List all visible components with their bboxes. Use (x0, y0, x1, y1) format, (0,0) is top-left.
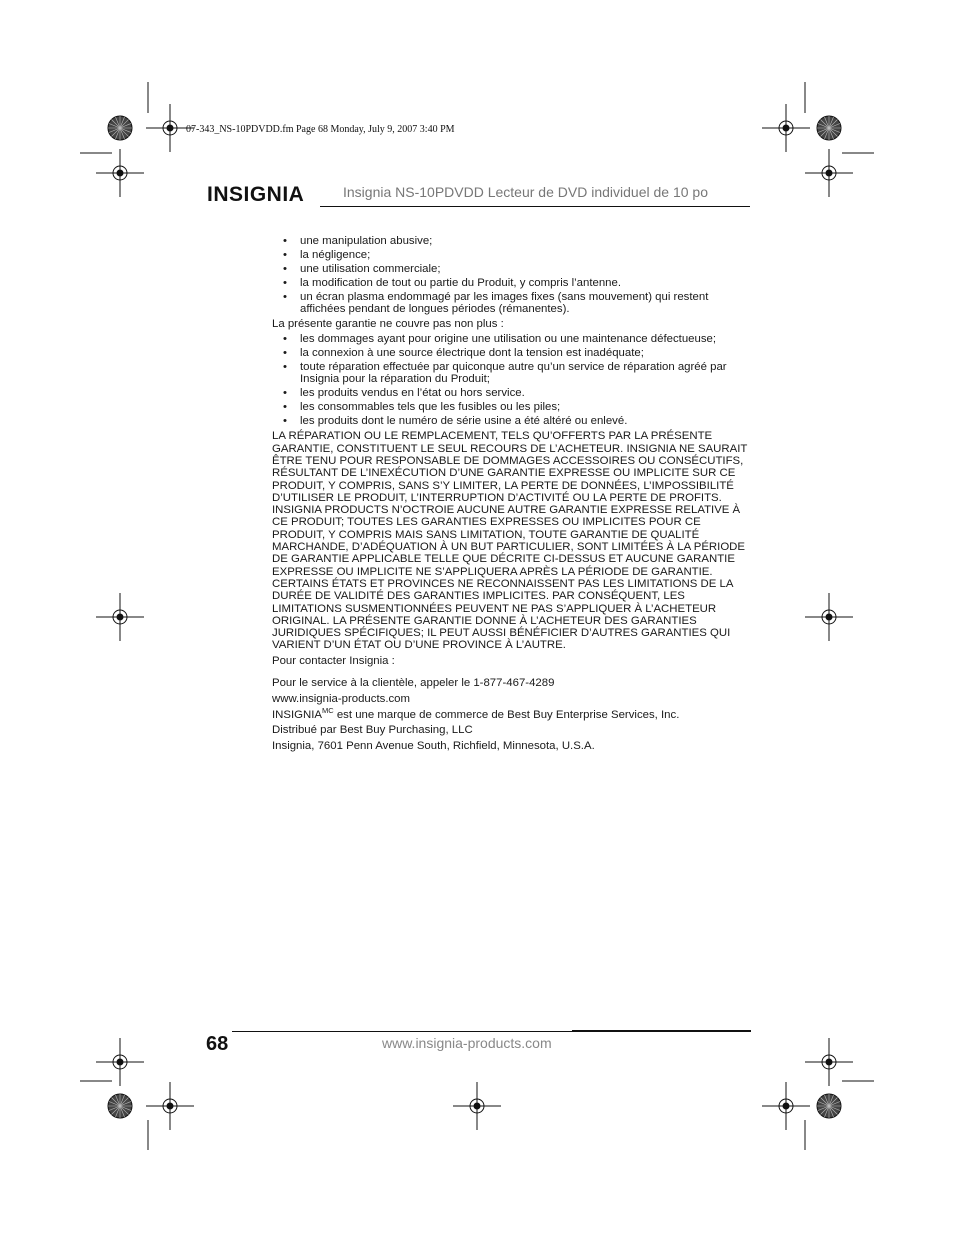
exclusions-list-2 (272, 333, 750, 428)
list-item: • la modification de tout ou partie du Produit, y compris l’antenne. (272, 277, 750, 289)
list-item: • un écran plasma endommagé par les images fixes (sans mouvement) qui restent affichées pendant de longues périodes (rémanentes). (272, 291, 750, 316)
trademark-text: est une marque de commerce de Best Buy Enterprise Services, Inc. (333, 708, 680, 721)
list-item: • les produits dont le numéro de série usine a été altéré ou enlevé. (272, 415, 750, 427)
print-slug: 07-343_NS-10PDVDD.fm Page 68 Monday, July 9, 2007 3:40 PM (186, 124, 455, 135)
list-item: • la connexion à une source électrique dont la tension est inadéquate; (272, 347, 750, 359)
warranty-limitation-paragraph: LA RÉPARATION OU LE REMPLACEMENT, TELS QU’OFFERTS PAR LA PRÉSENTE GARANTIE, CONSTITUENT LE SEUL RECOURS DE L’ACHETEUR. INSIGNIA NE SAURAIT ÊTRE TENU POUR RESPONSABLE DE DOMMAGES ACCESSOIRES OU CONSÉCUTIFS, RÉSULTANT DE L’INEXÉCUTION D’UNE GARANTIE EXPRESSE OU IMPLICITE SUR CE PRODUIT, Y COMPRIS, SANS S’Y LIMITER, LA PERTE DE DONNÉES, L’IMPOSSIBILITÉ D’UTILISER LE PRODUIT, L’INTERRUPTION D’ACTIVITÉ OU LA PERTE DE PROFITS. INSIGNIA PRODUCTS N’OCTROIE AUCUNE AUTRE GARANTIE EXPRESSE RELATIVE À CE PRODUIT; TOUTES LES GARANTIES EXPRESSES OU IMPLICITES POUR CE PRODUIT, Y COMPRIS MAIS SANS LIMITATION, TOUTE GARANTIE DE QUALITÉ MARCHANDE, D’ADÉQUATION À UN BUT PARTICULIER, SONT LIMITÉES À LA PÉRIODE DE GARANTIE APPLICABLE TELLE QUE DÉCRITE CI-DESSUS ET AUCUNE GARANTIE EXPRESSE OU IMPLICITE NE S’APPLIQUERA APRÈS LA PÉRIODE DE GARANTIE. CERTAINS ÉTATS ET PROVINCES NE RECONNAISSENT PAS LES LIMITATIONS DE LA DURÉE DE VALIDITÉ DES GARANTIES IMPLICITES. PAR CONSÉQUENT, LES LIMITATIONS SUSMENTIONNÉES PEUVENT NE PAS S’APPLIQUER À L’ACHETEUR ORIGINAL. LA PRÉSENTE GARANTIE DONNE À L’ACHETEUR DES GARANTIES JURIDIQUES SPÉCIFIQUES; IL PEUT AUSSI BÉNÉFICIER D’AUTRES GARANTIES QUI VARIENT D’UN ÉTAT OU D’UNE PROVINCE À L’AUTRE. (272, 430, 748, 652)
distributor-line: Distribué par Best Buy Purchasing, LLC (272, 724, 473, 737)
list-item: • les consommables tels que les fusibles ou les piles; (272, 401, 750, 413)
header-title: Insignia NS-10PDVDD Lecteur de DVD individuel de 10 po (343, 184, 708, 200)
exclusions-intro: La présente garantie ne couvre pas non plus : (272, 317, 504, 330)
list-item: • une utilisation commerciale; (272, 263, 750, 275)
footer-rule-accent (572, 1030, 751, 1032)
trademark-line (272, 705, 750, 721)
list-item: • la négligence; (272, 249, 750, 261)
website-link[interactable]: www.insignia-products.com (272, 692, 411, 705)
address-line: Insignia, 7601 Penn Avenue South, Richfield, Minnesota, U.S.A. (272, 740, 595, 753)
customer-service-line: Pour le service à la clientèle, appeler le 1-877-467-4289 (272, 676, 555, 689)
list-item: • toute réparation effectuée par quiconque autre qu’un service de réparation agréé par Insignia pour la réparation du Produit; (272, 361, 750, 386)
page-number: 68 (206, 1033, 229, 1055)
trademark-sup: MC (322, 705, 334, 715)
list-item: • les dommages ayant pour origine une utilisation ou une maintenance défectueuse; (272, 333, 750, 345)
header-rule (320, 206, 750, 207)
page-content (272, 235, 750, 756)
exclusions-list-1 (272, 235, 750, 316)
insignia-logo: INSIGNIA (207, 183, 305, 206)
list-item: • une manipulation abusive; (272, 235, 750, 247)
list-item: • les produits vendus en l’état ou hors service. (272, 387, 750, 399)
trademark-name: INSIGNIA (272, 708, 323, 721)
footer-url[interactable]: www.insignia-products.com (382, 1035, 552, 1051)
contact-heading: Pour contacter Insignia : (272, 654, 395, 667)
